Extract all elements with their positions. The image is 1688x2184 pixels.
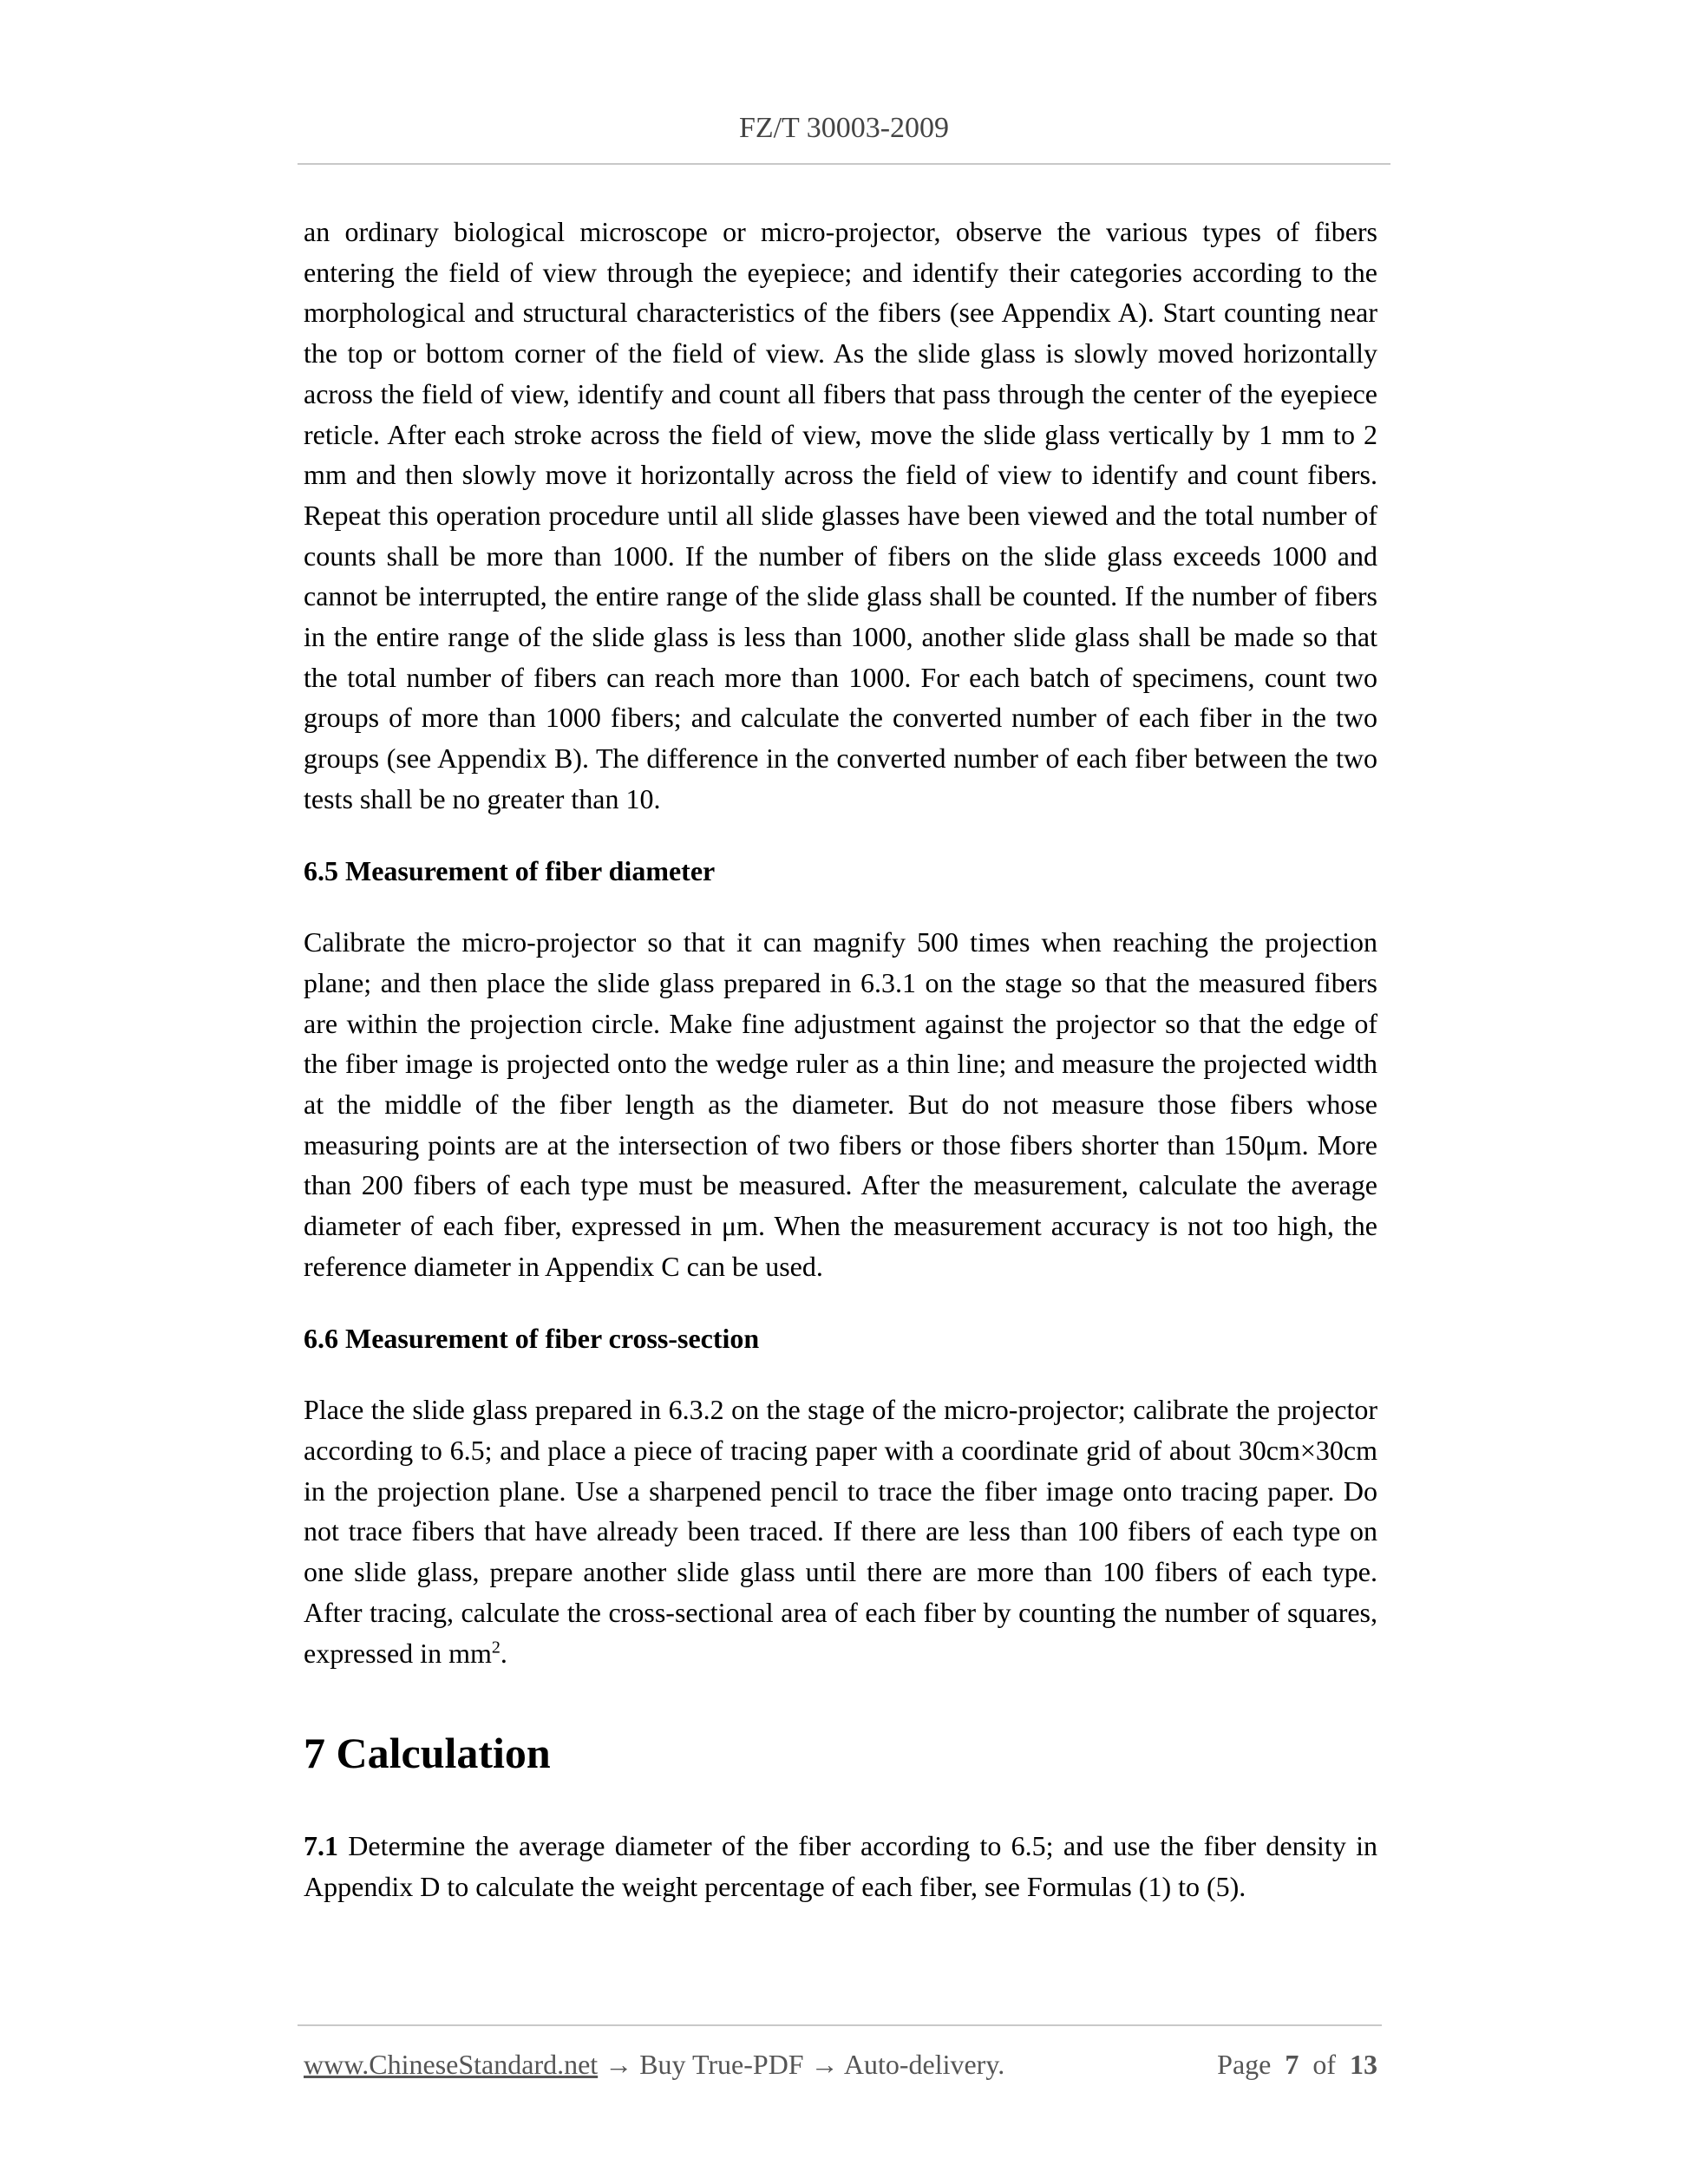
section-6-5-paragraph: Calibrate the micro-projector so that it can magnify 500 times when reaching the projection plane; and then place the slide glass prepared in 6.3.1 on the stage so that the measured fibers are within the projection circle. Make fine adjustment against the projector so that the edge of the fiber image is projected onto the wedge ruler as a thin line; and measure the projected width at the middle of the fiber length as the diameter. But do not measure those fibers whose measuring points are at the intersection of two fibers or those fibers shorter than 150μm. More than 200 fibers of each type must be measured. After the measurement, calculate the average diameter of each fiber, expressed in μm. When the measurement accuracy is not too high, the reference diameter in Appendix C can be used. — [304, 926, 1377, 1282]
total-pages: 13 — [1350, 2049, 1377, 2080]
current-page: 7 — [1285, 2049, 1299, 2080]
section-6-5-heading: 6.5 Measurement of fiber diameter — [304, 854, 716, 886]
arrow-right-icon: → — [803, 2049, 844, 2080]
section-7-1-text: Determine the average diameter of the fiber according to 6.5; and use the fiber density in Appendix D to calculate the weight percentage of each fiber, see Formulas (1) to (5). — [304, 1830, 1377, 1902]
page-content — [304, 212, 1377, 1907]
page-number — [1217, 2045, 1377, 2083]
footer-divider — [298, 2024, 1382, 2026]
section-7-1-number: 7.1 — [304, 1830, 338, 1862]
section-6-6-paragraph — [304, 1390, 1377, 1673]
section-7-heading: 7 Calculation — [304, 1729, 551, 1778]
page-label: Page — [1217, 2049, 1272, 2080]
section-6-6-heading: 6.6 Measurement of fiber cross-section — [304, 1322, 760, 1354]
auto-delivery-text: Auto-delivery. — [843, 2049, 1005, 2080]
intro-paragraph: an ordinary biological microscope or micro-projector, observe the various types of fibers entering the field of view through the eyepiece; and identify their categories according to the morphological and structural characteristics of the fibers (see Appendix A). Start counting near the top or bottom corner of the field of view. As the slide glass is slowly moved horizontally across the field of view, identify and count all fibers that pass through the center of the eyepiece reticle. After each stroke across the field of view, move the slide glass vertically by 1 mm to 2 mm and then slowly move it horizontally across the field of view to identify and count fibers. Repeat this operation procedure until all slide glasses have been viewed and the total number of counts shall be more than 1000. If the number of fibers on the slide glass exceeds 1000 and cannot be interrupted, the entire range of the slide glass shall be counted. If the number of fibers in the entire range of the slide glass is less than 1000, another slide glass shall be made so that the total number of fibers can reach more than 1000. For each batch of specimens, count two groups of more than 1000 fibers; and calculate the converted number of each fiber in the two groups (see Appendix B). The difference in the converted number of each fiber between the two tests shall be no greater than 10. — [304, 216, 1377, 814]
chinesestandard-link[interactable]: www.ChineseStandard.net — [304, 2049, 599, 2080]
section-6-6-period: . — [500, 1637, 507, 1669]
arrow-right-icon: → — [598, 2049, 640, 2080]
page-footer — [304, 2045, 1377, 2083]
header-divider — [298, 163, 1390, 165]
page-of-label: of — [1312, 2049, 1336, 2080]
buy-true-pdf-text: Buy True-PDF — [639, 2049, 804, 2080]
footer-promo — [304, 2045, 1004, 2083]
document-id-header: FZ/T 30003-2009 — [738, 112, 950, 144]
section-6-6-text: Place the slide glass prepared in 6.3.2 on the stage of the micro-projector; calibrate the projector according to 6.5; and place a piece of tracing paper with a coordinate grid of about 30cm×30cm in the projection plane. Use a sharpened pencil to trace the fiber image onto tracing paper. Do not trace fibers that have already been traced. If there are less than 100 fibers of each type on one slide glass, prepare another slide glass until there are more than 100 fibers of each type. After tracing, calculate the cross-sectional area of each fiber by counting the number of squares, expressed in mm — [304, 1394, 1377, 1669]
squared-superscript: 2 — [491, 1637, 501, 1657]
section-7-1-paragraph — [304, 1826, 1377, 1906]
